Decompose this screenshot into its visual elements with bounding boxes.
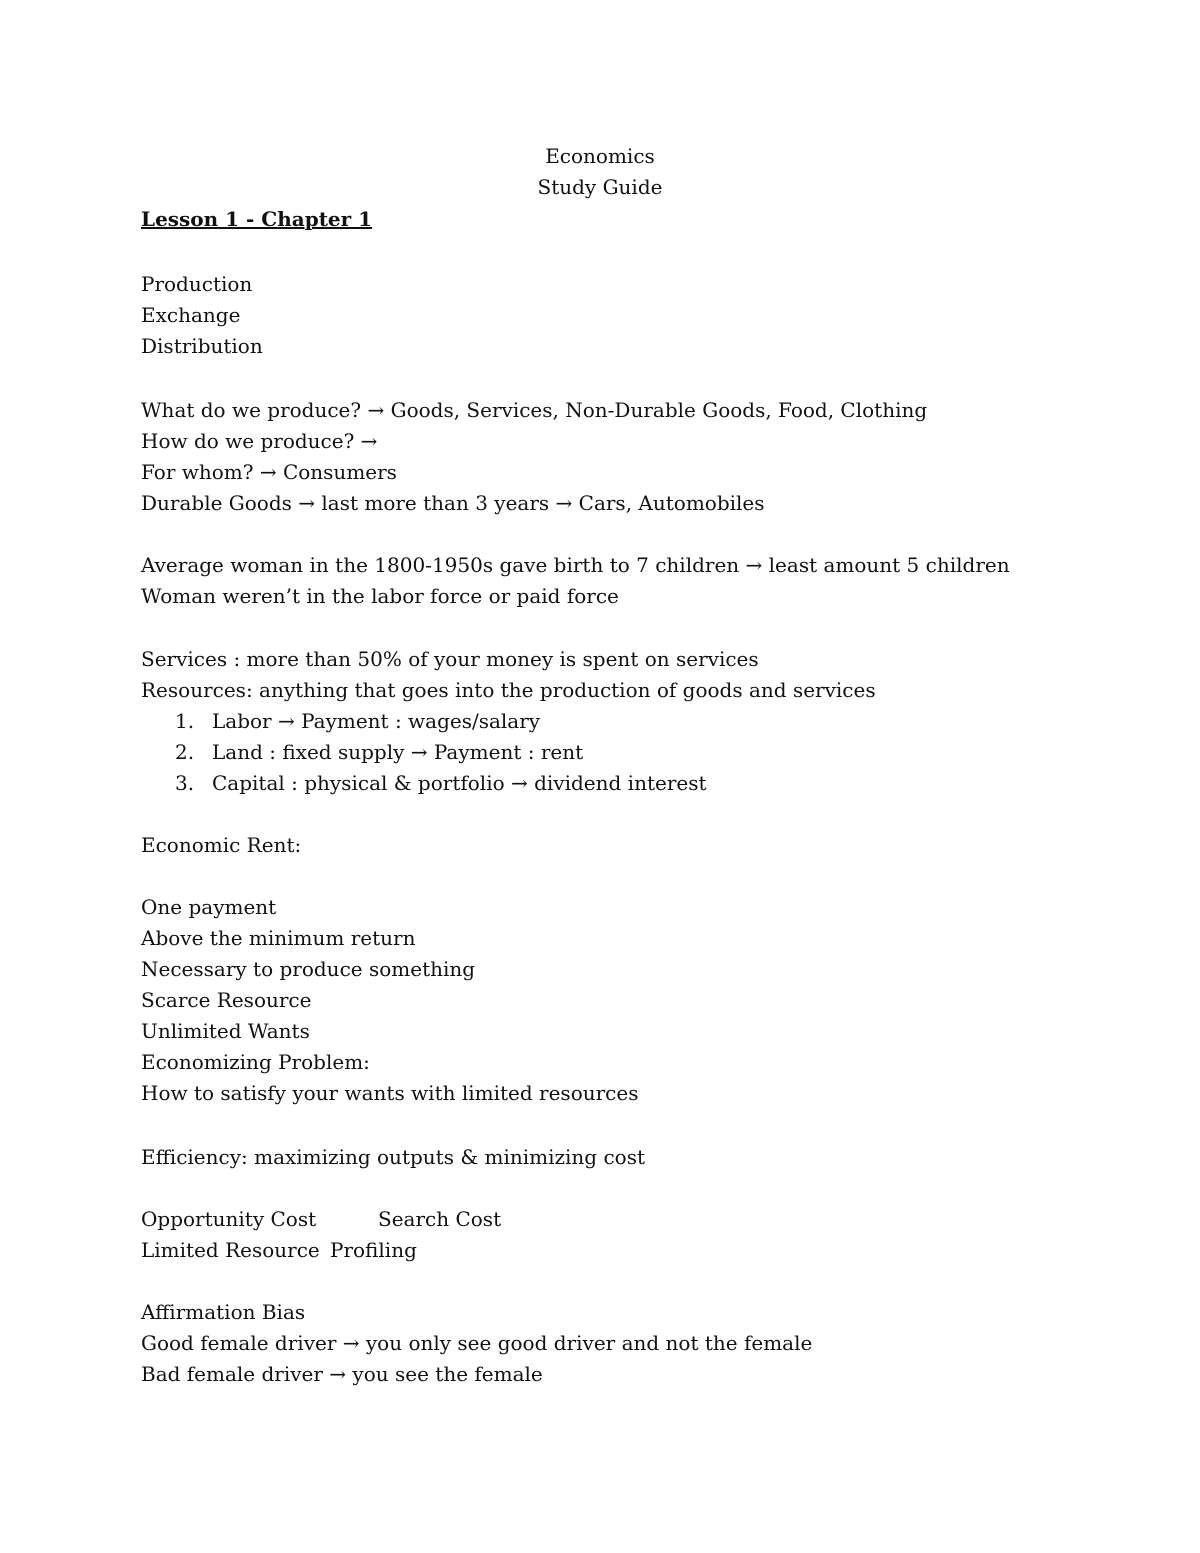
cost-left: Opportunity Cost <box>141 1207 317 1231</box>
text-line: How do we produce? → <box>141 429 378 453</box>
text-line: One payment <box>141 895 277 919</box>
list-item-text: Labor → Payment : wages/salary <box>212 709 541 733</box>
text-line: Distribution <box>141 334 263 358</box>
lesson-heading: Lesson 1 - Chapter 1 <box>141 207 373 231</box>
text-line: Above the minimum return <box>141 926 416 950</box>
text-line: Economizing Problem: <box>141 1050 370 1074</box>
cost-right: Search Cost <box>378 1207 502 1231</box>
text-line: Production <box>141 272 253 296</box>
text-line: For whom? → Consumers <box>141 460 397 484</box>
list-item-text: Land : fixed supply → Payment : rent <box>212 740 584 764</box>
text-line: Average woman in the 1800-1950s gave birth to 7 children → least amount 5 children <box>141 553 1010 577</box>
text-line: Services : more than 50% of your money is spent on services <box>141 647 759 671</box>
text-line: Affirmation Bias <box>141 1300 306 1324</box>
text-line: Bad female driver → you see the female <box>141 1362 543 1386</box>
list-number: 2. <box>175 740 195 764</box>
text-line: Unlimited Wants <box>141 1019 310 1043</box>
cost-left: Limited Resource <box>141 1238 320 1262</box>
list-item-text: Capital : physical & portfolio → dividend interest <box>212 771 707 795</box>
cost-right: Profiling <box>330 1238 417 1262</box>
text-line: Good female driver → you only see good driver and not the female <box>141 1331 813 1355</box>
text-line: Necessary to produce something <box>141 957 476 981</box>
document-subtitle: Study Guide <box>537 175 663 199</box>
text-line: Woman weren’t in the labor force or paid force <box>141 584 619 608</box>
text-line: What do we produce? → Goods, Services, Non-Durable Goods, Food, Clothing <box>141 398 928 422</box>
text-line: Efficiency: maximizing outputs & minimizing cost <box>141 1145 645 1169</box>
text-line: How to satisfy your wants with limited resources <box>141 1081 639 1105</box>
list-number: 1. <box>175 709 195 733</box>
list-number: 3. <box>175 771 195 795</box>
text-line: Economic Rent: <box>141 833 302 857</box>
document-title: Economics <box>545 144 655 168</box>
text-line: Durable Goods → last more than 3 years → Cars, Automobiles <box>141 491 765 515</box>
text-line: Scarce Resource <box>141 988 312 1012</box>
text-line: Exchange <box>141 303 241 327</box>
text-line: Resources: anything that goes into the production of goods and services <box>141 678 876 702</box>
